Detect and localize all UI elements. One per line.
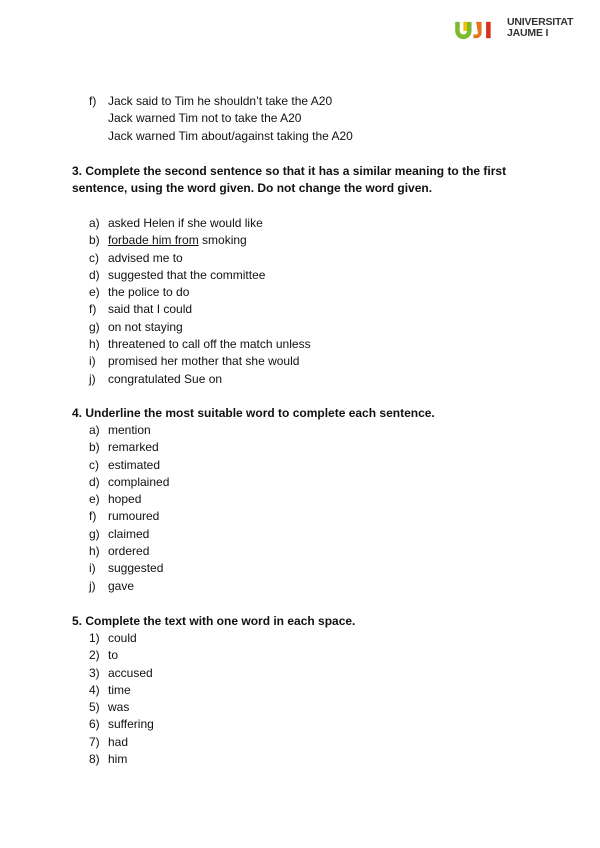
item-marker: 7): [89, 734, 100, 749]
item-marker: e): [89, 492, 100, 507]
item-text: smoking: [198, 233, 247, 248]
list-item: [89, 578, 169, 595]
item-text: suggested that the committee: [108, 267, 266, 282]
logo-i-bar: [486, 22, 491, 38]
list-item: [89, 665, 154, 682]
list-item: [89, 457, 169, 474]
item-marker: f): [89, 94, 97, 108]
item-marker: g): [89, 526, 100, 541]
item-text: ordered: [108, 544, 150, 559]
list-item: [89, 371, 311, 388]
item-text: advised me to: [108, 250, 183, 265]
exercise-3-heading: 3. Complete the second sentence so that it has a similar meaning to the first sentence, using the word given. Do not change the word given.: [72, 164, 507, 195]
item-marker: 1): [89, 631, 100, 645]
item-text: promised her mother that she would: [108, 354, 300, 369]
item-marker: b): [89, 440, 100, 455]
university-logo: [452, 16, 582, 44]
answer-line-2: Jack warned Tim not to take the A20: [108, 111, 302, 125]
item-marker: h): [89, 544, 100, 559]
item-marker: j): [89, 578, 96, 593]
item-text: asked Helen if she would like: [108, 216, 263, 230]
logo-j-shape: [473, 22, 481, 38]
item-text: accused: [108, 665, 153, 680]
list-item: [89, 353, 311, 370]
item-text: remarked: [108, 440, 159, 455]
list-item: [89, 526, 169, 543]
item-text: on not staying: [108, 319, 183, 334]
list-item: [89, 543, 169, 560]
logo-u-yellow-bar: [463, 22, 467, 31]
item-text: Jack said to Tim he shouldn’t take the A20: [108, 94, 333, 108]
item-marker: c): [89, 457, 99, 472]
list-item: [89, 232, 311, 249]
item-text: him: [108, 752, 128, 767]
list-item: [89, 250, 311, 267]
item-text: mention: [108, 423, 151, 437]
item-text: complained: [108, 474, 170, 489]
list-item: [89, 716, 154, 733]
list-item: [89, 491, 169, 508]
list-item: [89, 439, 169, 456]
item-marker: i): [89, 561, 96, 576]
university-name-line1: UNIVERSITAT: [507, 16, 574, 28]
list-item: [89, 422, 169, 439]
item-marker: h): [89, 337, 100, 352]
list-item: [89, 93, 332, 110]
list-item: [89, 630, 154, 647]
item-text: said that I could: [108, 302, 193, 317]
item-marker: 8): [89, 752, 100, 767]
item-marker: j): [89, 371, 96, 386]
item-marker: a): [89, 423, 100, 437]
item-marker: 4): [89, 682, 100, 697]
uji-logo-mark-icon: [452, 20, 502, 40]
item-marker: b): [89, 233, 100, 248]
list-item: [89, 751, 154, 768]
list-item: [89, 267, 311, 284]
list-item: [89, 699, 154, 716]
item-text: gave: [108, 578, 135, 593]
list-item: [89, 319, 311, 336]
list-item: [89, 560, 169, 577]
item-marker: g): [89, 319, 100, 334]
item-marker: d): [89, 267, 100, 282]
item-text: was: [108, 700, 130, 715]
previous-exercise-list: [89, 93, 332, 110]
list-item: [89, 647, 154, 664]
item-marker: f): [89, 509, 97, 524]
item-text: estimated: [108, 457, 161, 472]
list-item: [89, 508, 169, 525]
item-text: to: [108, 648, 119, 663]
underlined-answer: forbade him from: [108, 233, 199, 248]
item-text: claimed: [108, 526, 150, 541]
exercise-3-list: [89, 215, 311, 388]
item-text: had: [108, 734, 129, 749]
item-marker: 6): [89, 717, 100, 732]
list-item: [89, 474, 169, 491]
item-text: the police to do: [108, 285, 190, 300]
item-marker: 5): [89, 700, 100, 715]
university-name-line2: JAUME I: [507, 27, 549, 39]
item-marker: a): [89, 216, 100, 230]
item-marker: 3): [89, 665, 100, 680]
item-marker: 2): [89, 648, 100, 663]
item-text: time: [108, 682, 131, 697]
item-text: could: [108, 631, 137, 645]
list-item: [89, 284, 311, 301]
exercise-4-list: [89, 422, 169, 595]
item-marker: c): [89, 250, 99, 265]
list-item: [89, 336, 311, 353]
item-marker: d): [89, 474, 100, 489]
exercise-5-list: [89, 630, 154, 768]
list-item: [89, 215, 311, 232]
answer-line-3: Jack warned Tim about/against taking the A20: [108, 128, 353, 143]
item-text: suggested: [108, 561, 164, 576]
item-text: threatened to call off the match unless: [108, 337, 311, 352]
list-item: [89, 734, 154, 751]
list-item: [89, 301, 311, 318]
exercise-5-heading: 5. Complete the text with one word in each space.: [72, 614, 356, 628]
item-text: hoped: [108, 492, 142, 507]
list-item: [89, 682, 154, 699]
item-text: congratulated Sue on: [108, 371, 223, 386]
item-marker: e): [89, 285, 100, 300]
item-text: suffering: [108, 717, 154, 732]
exercise-4-heading: 4. Underline the most suitable word to complete each sentence.: [72, 406, 435, 420]
university-name: [507, 17, 573, 39]
item-marker: f): [89, 302, 97, 317]
item-marker: i): [89, 354, 96, 369]
item-text: rumoured: [108, 509, 160, 524]
